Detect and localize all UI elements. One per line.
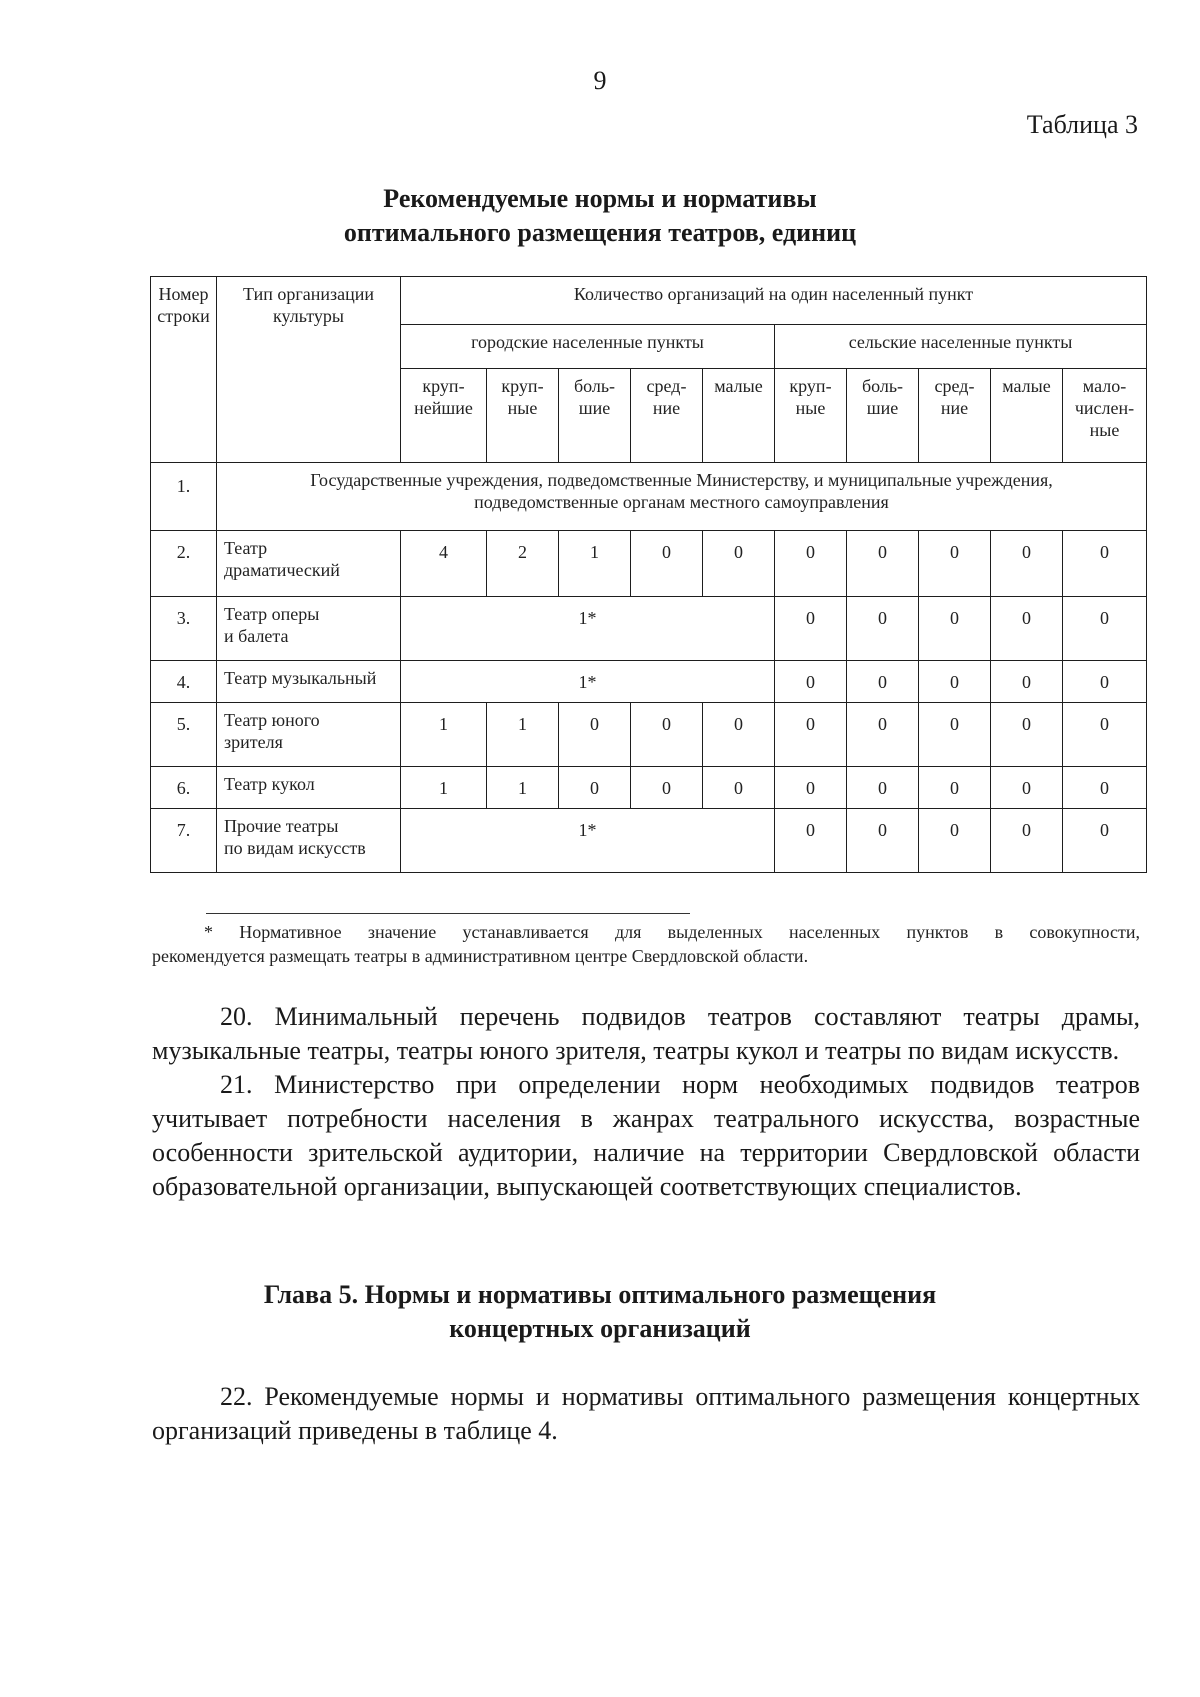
- footnote: [152, 920, 1140, 968]
- header-urban-subcolumn: сред- ние: [631, 369, 703, 463]
- row-org-name: Театр музыкальный: [217, 661, 401, 703]
- theaters-norms-table: [150, 276, 1147, 873]
- header-urban-subcolumn: боль- шие: [559, 369, 631, 463]
- footnote-line-1: * Нормативное значение устанавливается для выделенных населенных пунктов в совокупности,: [204, 922, 1140, 942]
- row-rural-value: 0: [1063, 531, 1147, 597]
- row-rural-value: 0: [1063, 809, 1147, 873]
- table-title: [0, 182, 1200, 250]
- header-rural-subcolumn: мало- числен- ные: [1063, 369, 1147, 463]
- row-urban-value: 1: [401, 767, 487, 809]
- row-rural-value: 0: [775, 531, 847, 597]
- row-urban-merged-value: 1*: [401, 597, 775, 661]
- row-urban-value: 0: [559, 703, 631, 767]
- row-org-name: Театр кукол: [217, 767, 401, 809]
- row-number: 6.: [151, 767, 217, 809]
- row-rural-value: 0: [775, 661, 847, 703]
- paragraph-20: 20. Минимальный перечень подвидов театров составляют театры драмы, музыкальные театры, театры юного зрителя, театры кукол и театры по видам искусств.: [152, 1002, 1140, 1065]
- header-row-number: Номер строки: [151, 277, 217, 463]
- table-row: [151, 661, 1147, 703]
- row-rural-value: 0: [991, 531, 1063, 597]
- row-urban-value: 0: [631, 531, 703, 597]
- row-number: 7.: [151, 809, 217, 873]
- footnote-line-2: рекомендуется размещать театры в административном центре Свердловской области.: [152, 946, 809, 966]
- row-rural-value: 0: [919, 661, 991, 703]
- row-rural-value: 0: [775, 703, 847, 767]
- row-number: 4.: [151, 661, 217, 703]
- row-urban-value: 0: [631, 703, 703, 767]
- header-urban-subcolumn: малые: [703, 369, 775, 463]
- row-org-name: Театр юного зрителя: [217, 703, 401, 767]
- row-rural-value: 0: [847, 703, 919, 767]
- row-rural-value: 0: [847, 767, 919, 809]
- row-rural-value: 0: [991, 597, 1063, 661]
- header-rural-subcolumn: боль- шие: [847, 369, 919, 463]
- row-rural-value: 0: [919, 767, 991, 809]
- row-urban-value: 0: [631, 767, 703, 809]
- row-number: 2.: [151, 531, 217, 597]
- row-org-name: Прочие театры по видам искусств: [217, 809, 401, 873]
- row-number: 3.: [151, 597, 217, 661]
- row-urban-value: 0: [703, 531, 775, 597]
- table-row: [151, 531, 1147, 597]
- chapter-title: [0, 1278, 1200, 1346]
- row-rural-value: 0: [1063, 661, 1147, 703]
- row-number: 5.: [151, 703, 217, 767]
- paragraph-21: 21. Министерство при определении норм необходимых подвидов театров учитывает потребности населения в жанрах театрального искусства, возрастные особенности зрительской аудитории, наличие на территории Свердловской области образовательной организации, выпускающей соответствующих специалистов.: [152, 1070, 1140, 1201]
- row-rural-value: 0: [919, 597, 991, 661]
- footnote-divider: [206, 913, 690, 914]
- chapter-title-line-2: концертных организаций: [449, 1314, 751, 1343]
- row-rural-value: 0: [847, 597, 919, 661]
- paragraphs-block: [152, 1000, 1140, 1204]
- row-urban-value: 0: [559, 767, 631, 809]
- row-urban-value: 0: [703, 767, 775, 809]
- row-urban-value: 4: [401, 531, 487, 597]
- row-rural-value: 0: [1063, 703, 1147, 767]
- table-row: [151, 767, 1147, 809]
- row-rural-value: 0: [775, 767, 847, 809]
- table-title-line-2: оптимального размещения театров, единиц: [343, 218, 857, 247]
- section-row: [151, 463, 1147, 531]
- page-number: 9: [593, 66, 607, 95]
- table-caption: Таблица 3: [1026, 110, 1138, 139]
- row-rural-value: 0: [847, 809, 919, 873]
- paragraph-22: 22. Рекомендуемые нормы и нормативы оптимального размещения концертных организаций приведены в таблице 4.: [152, 1382, 1140, 1445]
- row-urban-value: 0: [703, 703, 775, 767]
- row-urban-merged-value: 1*: [401, 809, 775, 873]
- header-quantity: Количество организаций на один населенный пункт: [401, 277, 1147, 325]
- paragraph-22-block: [152, 1380, 1140, 1448]
- section-row-number: 1.: [151, 463, 217, 531]
- table-body: [151, 277, 1147, 873]
- row-rural-value: 0: [847, 661, 919, 703]
- row-rural-value: 0: [847, 531, 919, 597]
- header-org-type: Тип организации культуры: [217, 277, 401, 463]
- header-urban: городские населенные пункты: [401, 325, 775, 369]
- table-row: [151, 809, 1147, 873]
- header-urban-subcolumn: круп- нейшие: [401, 369, 487, 463]
- row-rural-value: 0: [991, 703, 1063, 767]
- row-org-name: Театр драматический: [217, 531, 401, 597]
- row-rural-value: 0: [919, 809, 991, 873]
- chapter-title-line-1: Глава 5. Нормы и нормативы оптимального размещения: [263, 1280, 937, 1309]
- row-rural-value: 0: [1063, 597, 1147, 661]
- row-urban-value: 1: [559, 531, 631, 597]
- header-rural-subcolumn: малые: [991, 369, 1063, 463]
- table-row: [151, 597, 1147, 661]
- table-title-line-1: Рекомендуемые нормы и нормативы: [383, 184, 817, 213]
- row-urban-value: 1: [487, 703, 559, 767]
- row-rural-value: 0: [991, 767, 1063, 809]
- row-urban-value: 1: [401, 703, 487, 767]
- header-rural-subcolumn: сред- ние: [919, 369, 991, 463]
- row-urban-merged-value: 1*: [401, 661, 775, 703]
- row-rural-value: 0: [919, 531, 991, 597]
- header-urban-subcolumn: круп- ные: [487, 369, 559, 463]
- row-org-name: Театр оперы и балета: [217, 597, 401, 661]
- row-rural-value: 0: [991, 809, 1063, 873]
- row-urban-value: 2: [487, 531, 559, 597]
- section-row-text: Государственные учреждения, подведомственные Министерству, и муниципальные учреждения, подведомственные органам местного самоуправления: [217, 463, 1147, 531]
- row-rural-value: 0: [775, 809, 847, 873]
- header-rural: сельские населенные пункты: [775, 325, 1147, 369]
- row-rural-value: 0: [991, 661, 1063, 703]
- row-rural-value: 0: [919, 703, 991, 767]
- row-rural-value: 0: [1063, 767, 1147, 809]
- header-row-top: [151, 277, 1147, 325]
- header-rural-subcolumn: круп- ные: [775, 369, 847, 463]
- row-rural-value: 0: [775, 597, 847, 661]
- row-urban-value: 1: [487, 767, 559, 809]
- table-row: [151, 703, 1147, 767]
